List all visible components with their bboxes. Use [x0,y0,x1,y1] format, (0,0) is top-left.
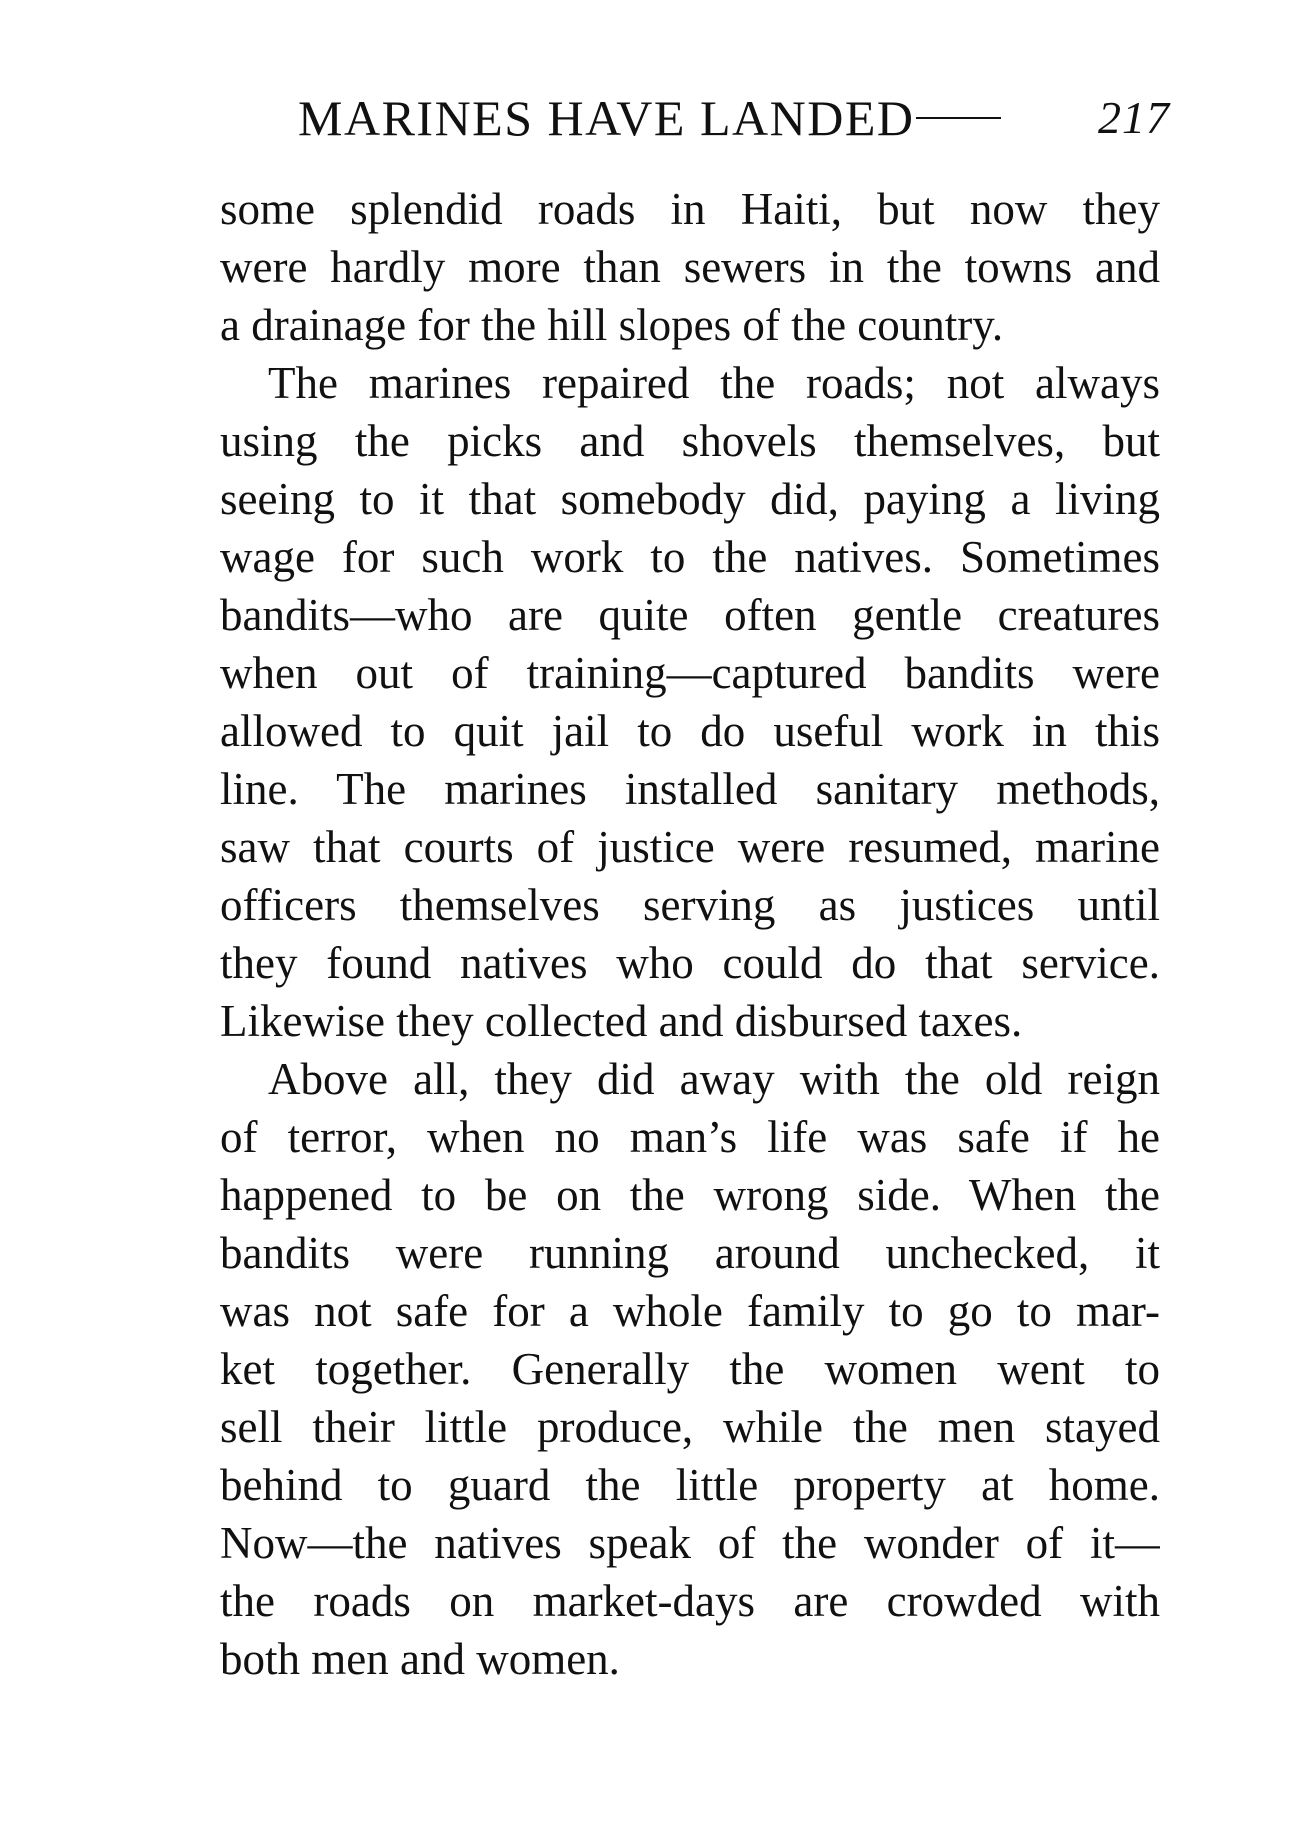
text-line: were hardly more than sewers in the towns and [220,242,1160,292]
text-line: both men and women. [220,1634,620,1684]
running-head [280,88,1170,148]
running-title-wrap [298,88,1001,148]
text-line: line. The marines installed sanitary methods, [220,764,1160,814]
text-line: ket together. Generally the women went to [220,1344,1160,1394]
page-number: 217 [1098,92,1170,143]
running-head-dash [916,117,1001,119]
text-line: when out of training—captured bandits were [220,648,1160,698]
body-text [220,180,1160,1688]
paragraph-3 [220,1050,1160,1688]
text-line: some splendid roads in Haiti, but now they [220,184,1160,234]
text-line: Now—the natives speak of the wonder of it— [220,1518,1160,1568]
text-line: saw that courts of justice were resumed, marine [220,822,1160,872]
text-line: seeing to it that somebody did, paying a living [220,474,1160,524]
running-title: MARINES HAVE LANDED [298,90,915,146]
text-line: using the picks and shovels themselves, but [220,416,1160,466]
text-line: allowed to quit jail to do useful work in this [220,706,1160,756]
text-line: Above all, they did away with the old reign [268,1054,1160,1104]
text-line: officers themselves serving as justices until [220,880,1160,930]
text-line: of terror, when no man’s life was safe if he [220,1112,1160,1162]
paragraph-1 [220,180,1160,354]
text-line: The marines repaired the roads; not always [268,358,1160,408]
text-line: wage for such work to the natives. Sometimes [220,532,1160,582]
text-line: a drainage for the hill slopes of the country. [220,300,1004,350]
text-line: bandits were running around unchecked, it [220,1228,1160,1278]
text-line: bandits—who are quite often gentle creatures [220,590,1160,640]
text-line: happened to be on the wrong side. When the [220,1170,1160,1220]
text-line: sell their little produce, while the men stayed [220,1402,1160,1452]
text-line: behind to guard the little property at home. [220,1460,1160,1510]
paragraph-2 [220,354,1160,1050]
text-line: Likewise they collected and disbursed taxes. [220,996,1023,1046]
text-line: they found natives who could do that service. [220,938,1160,988]
text-line: the roads on market-days are crowded with [220,1576,1160,1626]
text-line: was not safe for a whole family to go to mar- [220,1286,1160,1336]
